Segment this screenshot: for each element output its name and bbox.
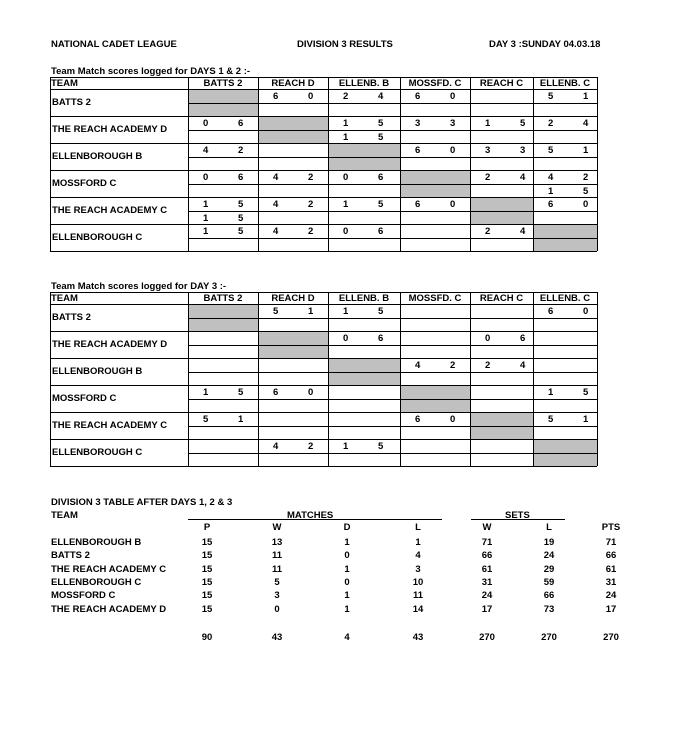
team-name: BATTS 2	[52, 312, 91, 323]
table-total: 270	[603, 632, 619, 643]
table-column-header: PTS	[601, 522, 621, 533]
score-away: 0	[450, 199, 456, 210]
score-home: 3	[415, 118, 421, 129]
table-team-header: TEAM	[51, 510, 78, 521]
table-team-name: ELLENBOROUGH B	[51, 537, 142, 548]
score-away: 5	[238, 212, 244, 224]
score-home: 0	[343, 226, 349, 237]
grid-line	[328, 77, 329, 251]
score-away: 6	[238, 118, 244, 129]
table-team-name: BATTS 2	[51, 550, 90, 562]
score-away: 0	[308, 91, 314, 102]
table-value: 1	[415, 537, 421, 548]
grid-line	[50, 251, 597, 252]
column-header: TEAM	[51, 78, 78, 89]
table-value: 1	[344, 590, 350, 602]
table-value: 24	[543, 550, 555, 562]
column-header: REACH C	[479, 78, 524, 89]
table-value: 15	[201, 563, 213, 575]
score-away: 4	[520, 172, 526, 183]
score-away: 2	[308, 226, 314, 237]
score-home: 6	[415, 199, 421, 210]
score-home: 2	[343, 91, 349, 102]
grid-line	[50, 412, 597, 413]
grid-subline	[188, 103, 597, 104]
division-title: DIVISION 3 RESULTS	[297, 39, 393, 50]
table-total: 270	[479, 632, 495, 643]
team-name: MOSSFORD C	[52, 393, 117, 404]
score-away: 1	[238, 414, 244, 425]
table-value: 1	[344, 537, 350, 548]
grid-line	[50, 77, 51, 251]
table-value: 1	[344, 603, 350, 615]
table-value: 66	[605, 550, 617, 562]
score-home: 0	[485, 333, 491, 344]
table-value: 15	[201, 537, 213, 548]
score-away: 3	[520, 145, 526, 156]
grid-subline	[188, 453, 597, 454]
score-away: 4	[520, 360, 526, 371]
score-away: 0	[583, 199, 589, 210]
grid-line	[597, 292, 598, 466]
score-away: 5	[378, 306, 384, 317]
score-home: 4	[273, 441, 279, 452]
team-name: THE REACH ACADEMY D	[52, 339, 168, 350]
score-away: 2	[238, 145, 244, 156]
score-home: 1	[203, 387, 209, 398]
table-value: 15	[201, 576, 213, 588]
grid-subline	[188, 130, 597, 131]
score-away: 5	[583, 387, 589, 398]
league-table-title: DIVISION 3 TABLE AFTER DAYS 1, 2 & 3	[51, 497, 233, 508]
table-value: 5	[274, 576, 280, 588]
team-name: ELLENBOROUGH B	[52, 366, 143, 377]
score-home: 5	[203, 414, 209, 425]
score-away: 5	[520, 118, 526, 129]
table-value: 15	[201, 550, 213, 562]
grid-line	[50, 143, 597, 144]
table-value: 66	[543, 590, 555, 602]
score-home: 6	[415, 145, 421, 156]
grid-line	[50, 197, 597, 198]
team-name: THE REACH ACADEMY C	[52, 420, 168, 431]
table-column-header: D	[343, 522, 351, 533]
column-header: ELLENB. B	[338, 78, 390, 89]
score-home: 4	[415, 360, 421, 371]
table-value: 59	[543, 576, 555, 588]
score-home: 4	[273, 172, 279, 183]
grid-line	[258, 292, 259, 466]
score-home: 4	[548, 172, 554, 183]
score-home: 1	[343, 118, 349, 129]
matches-underline	[188, 519, 442, 520]
grid-line	[50, 170, 597, 171]
score-away: 2	[308, 172, 314, 183]
table-value: 14	[412, 603, 424, 615]
column-header: MOSSFD. C	[408, 78, 462, 89]
score-away: 2	[583, 172, 589, 183]
score-away: 0	[450, 414, 456, 425]
grid-line	[400, 292, 401, 466]
table-value: 11	[271, 550, 283, 562]
table-value: 13	[271, 537, 283, 548]
score-home: 5	[548, 91, 554, 102]
score-away: 5	[238, 226, 244, 237]
score-home: 1	[203, 199, 209, 210]
score-home: 1	[203, 226, 209, 237]
table-team-name: THE REACH ACADEMY D	[51, 603, 167, 615]
score-home: 1	[343, 131, 349, 143]
column-header: REACH C	[479, 293, 524, 304]
table-value: 15	[201, 590, 213, 602]
table-value: 1	[344, 563, 350, 575]
team-name: MOSSFORD C	[52, 178, 117, 189]
score-home: 2	[485, 172, 491, 183]
score-home: 1	[203, 212, 209, 224]
score-away: 1	[308, 306, 314, 317]
score-away: 2	[308, 199, 314, 210]
column-header: TEAM	[51, 293, 78, 304]
score-home: 1	[485, 118, 491, 129]
table-value: 10	[412, 576, 424, 588]
matches-header: MATCHES	[287, 510, 334, 521]
grid-line	[50, 439, 597, 440]
score-away: 5	[378, 199, 384, 210]
team-name: ELLENBOROUGH C	[52, 232, 143, 243]
table-value: 24	[605, 590, 617, 602]
column-header: ELLENB. C	[539, 78, 591, 89]
score-away: 0	[450, 145, 456, 156]
table-total: 270	[541, 632, 557, 643]
table-total: 90	[201, 632, 213, 643]
score-away: 5	[378, 441, 384, 452]
sets-header: SETS	[505, 510, 530, 521]
score-home: 6	[415, 91, 421, 102]
table-column-header: P	[203, 522, 211, 533]
grid-line	[470, 77, 471, 251]
score-home: 6	[273, 387, 279, 398]
grid-subline	[188, 372, 597, 373]
score-away: 2	[450, 360, 456, 371]
table-value: 11	[271, 563, 283, 575]
grid-subline	[188, 211, 597, 212]
grid2-caption: Team Match scores logged for DAY 3 :-	[51, 281, 227, 292]
grid-line	[533, 292, 534, 466]
grid-subline	[188, 345, 597, 346]
table-value: 71	[481, 537, 493, 548]
score-home: 6	[273, 91, 279, 102]
column-header: ELLENB. B	[338, 293, 390, 304]
day-title: DAY 3 :SUNDAY 04.03.18	[489, 39, 601, 50]
score-home: 1	[343, 306, 349, 317]
score-home: 4	[203, 145, 209, 156]
league-title: NATIONAL CADET LEAGUE	[51, 39, 177, 50]
score-home: 1	[548, 387, 554, 398]
table-team-name: MOSSFORD C	[51, 590, 116, 602]
table-value: 24	[481, 590, 493, 602]
score-home: 0	[343, 333, 349, 344]
grid-line	[400, 77, 401, 251]
score-away: 0	[450, 91, 456, 102]
score-away: 6	[378, 226, 384, 237]
score-away: 2	[308, 441, 314, 452]
table-value: 61	[481, 563, 493, 575]
grid-subline	[188, 426, 597, 427]
score-away: 5	[583, 185, 589, 197]
score-home: 2	[548, 118, 554, 129]
score-away: 5	[238, 387, 244, 398]
grid-line	[533, 77, 534, 251]
score-home: 2	[485, 360, 491, 371]
grid-line	[597, 77, 598, 251]
grid-line	[50, 358, 597, 359]
table-value: 17	[605, 603, 617, 615]
grid-subline	[188, 157, 597, 158]
grid-subline	[188, 238, 597, 239]
grid1-caption: Team Match scores logged for DAYS 1 & 2 :-	[51, 66, 251, 77]
table-column-header: W	[272, 522, 282, 533]
score-away: 4	[583, 118, 589, 129]
team-name: BATTS 2	[52, 97, 91, 108]
column-header: REACH D	[271, 293, 315, 304]
score-away: 6	[238, 172, 244, 183]
score-away: 5	[378, 118, 384, 129]
grid-line	[258, 77, 259, 251]
table-column-header: W	[482, 522, 492, 533]
table-value: 31	[605, 576, 617, 588]
column-header: BATTS 2	[203, 78, 243, 89]
grid-line	[50, 331, 597, 332]
grid-subline	[188, 184, 597, 185]
table-value: 19	[543, 537, 555, 548]
table-team-name: ELLENBOROUGH C	[51, 576, 142, 588]
score-home: 1	[343, 441, 349, 452]
score-away: 6	[378, 172, 384, 183]
score-home: 0	[203, 118, 209, 129]
score-away: 1	[583, 414, 589, 425]
table-column-header: L	[546, 522, 552, 533]
score-away: 5	[238, 199, 244, 210]
score-away: 1	[583, 91, 589, 102]
grid-line	[50, 466, 597, 467]
table-value: 29	[543, 563, 555, 575]
table-value: 66	[481, 550, 493, 562]
score-home: 4	[273, 199, 279, 210]
table-team-name: THE REACH ACADEMY C	[51, 563, 167, 575]
score-home: 4	[273, 226, 279, 237]
score-home: 0	[343, 172, 349, 183]
team-name: ELLENBOROUGH C	[52, 447, 143, 458]
score-away: 4	[378, 91, 384, 102]
score-home: 1	[548, 185, 554, 197]
table-value: 73	[543, 603, 555, 615]
results-grid-days-1-2	[50, 77, 597, 253]
table-value: 0	[274, 603, 280, 615]
team-name: ELLENBOROUGH B	[52, 151, 143, 162]
grid-line	[328, 292, 329, 466]
grid-line	[50, 385, 597, 386]
table-total: 43	[271, 632, 283, 643]
table-value: 71	[605, 537, 617, 548]
grid-line	[470, 292, 471, 466]
grid-line	[50, 116, 597, 117]
table-value: 3	[415, 563, 421, 575]
score-away: 3	[450, 118, 456, 129]
score-home: 5	[548, 414, 554, 425]
score-away: 5	[378, 131, 384, 143]
table-value: 15	[201, 603, 213, 615]
table-value: 3	[274, 590, 280, 602]
table-value: 0	[344, 576, 350, 588]
team-name: THE REACH ACADEMY C	[52, 205, 168, 216]
table-column-header: L	[415, 522, 421, 533]
table-total: 43	[412, 632, 424, 643]
score-home: 3	[485, 145, 491, 156]
table-value: 17	[481, 603, 493, 615]
grid-subline	[188, 399, 597, 400]
table-value: 11	[412, 590, 424, 602]
grid-line	[50, 292, 51, 466]
score-away: 6	[520, 333, 526, 344]
score-home: 0	[203, 172, 209, 183]
table-value: 61	[605, 563, 617, 575]
score-home: 5	[273, 306, 279, 317]
column-header: ELLENB. C	[539, 293, 591, 304]
score-away: 1	[583, 145, 589, 156]
team-name: THE REACH ACADEMY D	[52, 124, 168, 135]
score-away: 0	[583, 306, 589, 317]
score-away: 4	[520, 226, 526, 237]
score-home: 6	[548, 306, 554, 317]
column-header: BATTS 2	[203, 293, 243, 304]
results-grid-day-3	[50, 292, 597, 468]
column-header: MOSSFD. C	[408, 293, 462, 304]
table-value: 31	[481, 576, 493, 588]
table-value: 0	[344, 550, 350, 562]
score-away: 6	[378, 333, 384, 344]
grid-line	[188, 292, 189, 466]
score-home: 5	[548, 145, 554, 156]
table-value: 4	[415, 550, 421, 562]
grid-line	[188, 77, 189, 251]
score-home: 1	[343, 199, 349, 210]
column-header: REACH D	[271, 78, 315, 89]
sets-underline	[471, 519, 565, 520]
table-total: 4	[344, 632, 350, 643]
grid-subline	[188, 318, 597, 319]
score-home: 6	[415, 414, 421, 425]
score-away: 0	[308, 387, 314, 398]
score-home: 2	[485, 226, 491, 237]
grid-line	[50, 224, 597, 225]
score-home: 6	[548, 199, 554, 210]
